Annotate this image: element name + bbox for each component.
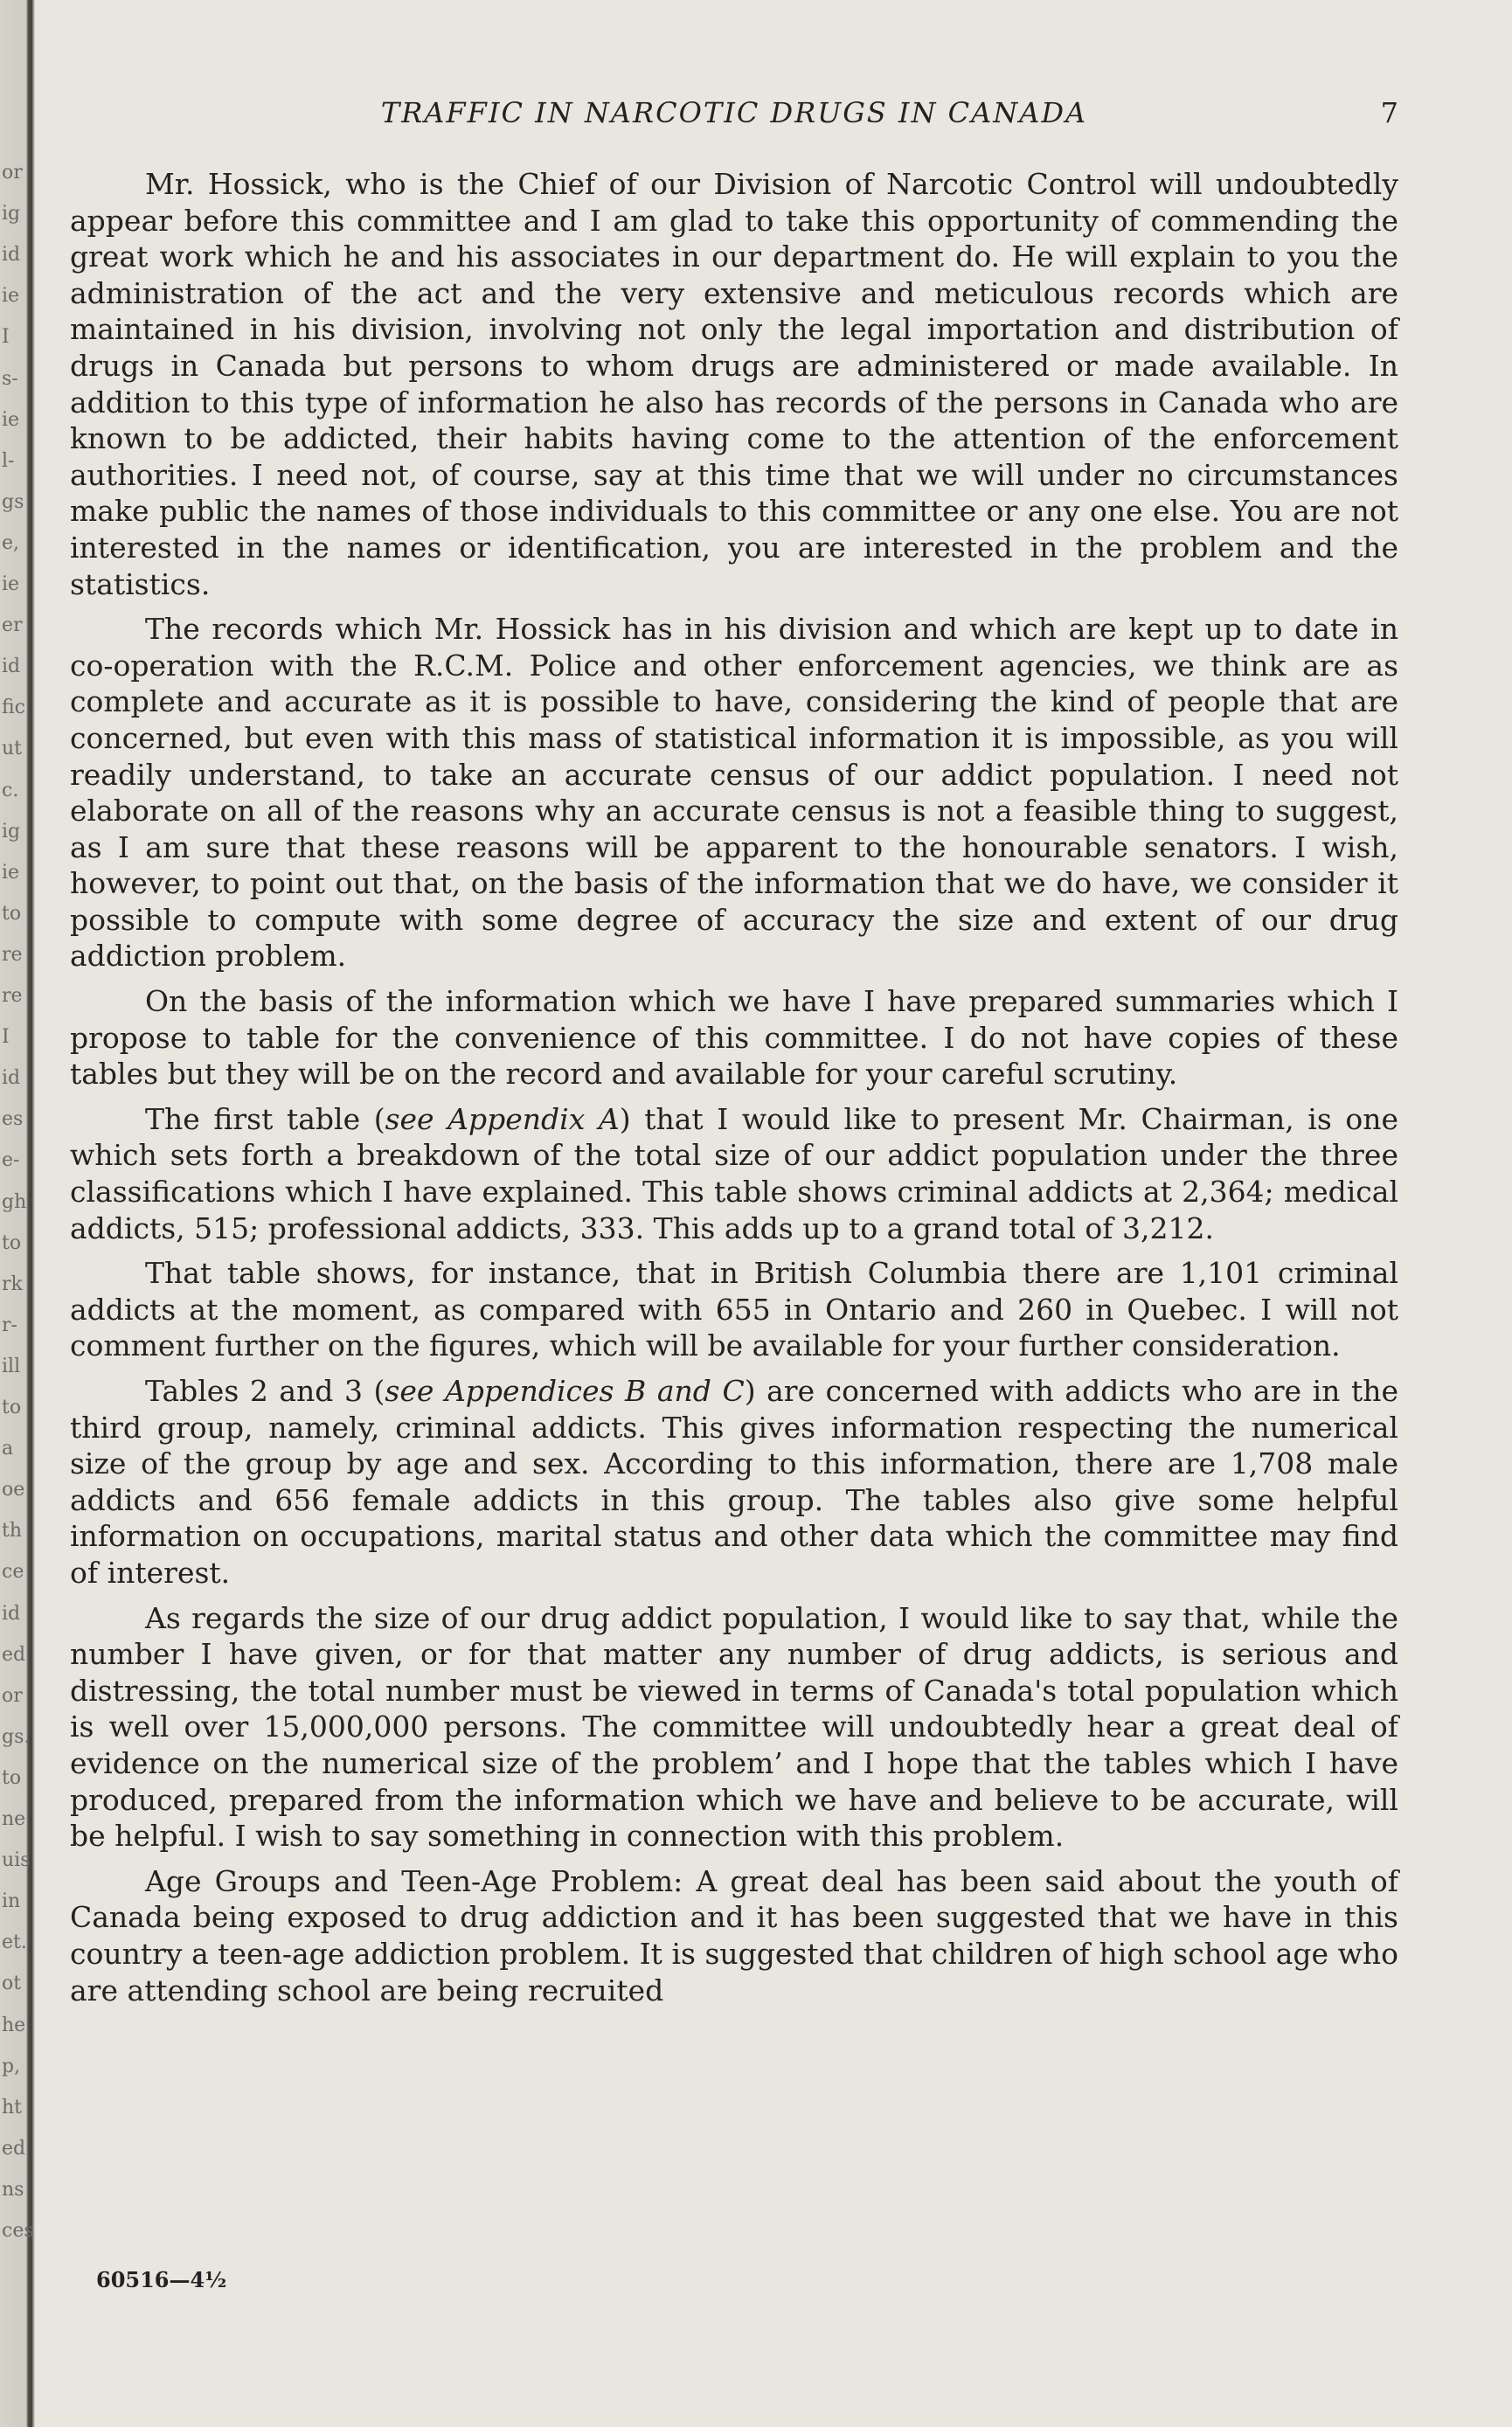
bleed-fragment: ne — [2, 1808, 26, 1830]
paragraph-text: The first table ( — [145, 1101, 385, 1136]
bleed-fragment: ill — [2, 1355, 21, 1377]
paragraph — [70, 1255, 1398, 1364]
italic-reference: see Appendices B and C — [385, 1374, 745, 1408]
paragraph-text: ) are concerned with addicts who are in the third group, namely, criminal addicts. This gives information respecting the numerical size of the group by age and sex. According to this information, there are 1,708 male addicts and 656 female addicts in this group. The tables also give some helpful information on occupations, marital status and other data which the committee may find of interest. — [70, 1374, 1398, 1590]
paragraph — [70, 611, 1398, 974]
bleed-fragment: id — [2, 655, 21, 678]
bleed-fragment: re — [2, 985, 23, 1007]
bleed-fragment: ig — [2, 820, 21, 843]
bleed-fragment: id — [2, 1067, 21, 1090]
paragraph — [70, 1101, 1398, 1246]
bleed-fragment: e, — [2, 531, 20, 554]
bleed-fragment: in — [2, 1890, 21, 1913]
bleed-fragment: I — [2, 1026, 10, 1049]
running-header — [70, 87, 1398, 140]
bleed-fragment: id — [2, 1602, 21, 1625]
paragraph-text: ) that I would like to present Mr. Chairman, is one which sets forth a breakdown of the total size of our addict population under the three classifications which I have explained. This table shows criminal addicts at 2,364; medical addicts, 515; professional addicts, 333. This adds up to a grand total of 3,212. — [70, 1101, 1399, 1245]
bleed-fragment: ns — [2, 2178, 24, 2201]
bleed-fragment: gs — [2, 490, 24, 513]
bleed-fragment: or — [2, 1684, 23, 1707]
paragraph-text: That table shows, for instance, that in British Columbia there are 1,101 criminal addicts at the moment, as compared with 655 in Ontario and 260 in Quebec. I will not comment further on the figures, which will be available for your further consideration. — [70, 1256, 1398, 1363]
bleed-fragment: id — [2, 244, 21, 267]
bleed-fragment: ed — [2, 2137, 26, 2160]
paragraph — [70, 166, 1398, 602]
bleed-fragment: oe — [2, 1479, 25, 1501]
signature-mark: 60516—4½ — [96, 2267, 227, 2292]
paragraph-text: Tables 2 and 3 ( — [145, 1374, 385, 1408]
paragraph-text: Age Groups and Teen-Age Problem: A great deal has been said about the youth of Canada being exposed to drug addiction and it has been suggested that we have in this country a teen-age addiction problem. It is suggested that children of high school age who are attending school are being recruited — [70, 1863, 1398, 2007]
bleed-fragment: to — [2, 902, 22, 925]
paragraph-text: The records which Mr. Hossick has in his division and which are kept up to date in co-operation with the R.C.M. Police and other enforcement agencies, we think are as complete and accurate as it is possible to have, considering the kind of people that are concerned, but even with this mass of statistical information it is impossible, as you will readily understand, to take an accurate census of our addict population. I need not elaborate on all of the reasons why an accurate census is not a feasible thing to suggest, as I am sure that these reasons will be apparent to the honourable senators. I wish, however, to point out that, on the basis of the information that we do have, we consider it possible to compute with some degree of accuracy the size and extent of our drug addiction problem. — [70, 612, 1398, 974]
bleed-fragment: ie — [2, 861, 20, 884]
body-text — [70, 166, 1398, 2017]
bleed-fragment: ce — [2, 1561, 24, 1584]
bleed-fragment: ces — [2, 2220, 34, 2242]
bleed-fragment: e- — [2, 1149, 20, 1172]
bleed-fragment: he — [2, 2014, 26, 2036]
bleed-fragment: es — [2, 1108, 24, 1131]
paragraph — [70, 1600, 1398, 1855]
bleed-fragment: er — [2, 614, 23, 637]
bleed-fragment: ie — [2, 285, 20, 308]
bleed-fragment: re — [2, 943, 23, 966]
bleed-fragment: to — [2, 1397, 22, 1418]
paragraph — [70, 1863, 1398, 2008]
bleed-fragment: to — [2, 1231, 22, 1254]
bleed-fragment: ie — [2, 408, 20, 431]
paragraph — [70, 983, 1398, 1092]
bleed-fragment: uis — [2, 1849, 31, 1872]
bleed-fragment: s- — [2, 367, 18, 390]
bleed-fragment: ed — [2, 1643, 26, 1666]
bleed-fragment: ut — [2, 738, 23, 760]
italic-reference: see Appendix A — [385, 1101, 620, 1136]
bleed-fragment: I — [2, 326, 10, 349]
bleed-fragment: l- — [2, 449, 15, 472]
bleed-fragment: gh — [2, 1190, 27, 1213]
bleed-fragment: to — [2, 1766, 22, 1789]
bleed-fragment: ot — [2, 1973, 22, 1995]
page-number: 7 — [1380, 96, 1398, 129]
bleed-fragment: et. — [2, 1931, 27, 1954]
bleed-fragment: c. — [2, 779, 19, 801]
margin-bleed-fragments — [0, 0, 34, 2427]
bleed-fragment: gs. — [2, 1725, 31, 1748]
bleed-fragment: fic — [2, 697, 25, 719]
running-title: TRAFFIC IN NARCOTIC DRUGS IN CANADA — [380, 96, 1088, 129]
paragraph — [70, 1373, 1398, 1591]
bleed-fragment: ie — [2, 573, 20, 595]
bleed-fragment: p, — [2, 2055, 21, 2077]
paragraph-text: Mr. Hossick, who is the Chief of our Division of Narcotic Control will undoubtedly appear before this committee and I am glad to take this opportunity of commending the great work which he and his associates in our department do. He will explain to you the administration of the act and the very extensive and meticulous records which are maintained in his division, involving not only the legal importation and distribution of drugs in Canada but persons to whom drugs are administered or made available. In addition to this type of information he also has records of the persons in Canada who are known to be addicted, their habits having come to the attention of the enforcement authorities. I need not, of course, say at this time that we will under no circumstances make public the names of those individuals to this committee or any one else. You are not interested in the names or identification, you are interested in the problem and the statistics. — [70, 167, 1398, 601]
bleed-fragment: rk — [2, 1272, 23, 1295]
bleed-fragment: or — [2, 162, 23, 184]
paragraph-text: As regards the size of our drug addict population, I would like to say that, while the number I have given, or for that matter any number of drug addicts, is serious and distressing, the total number must be viewed in terms of Canada's total population which is well over 15,000,000 persons. The committee will undoubtedly hear a great deal of evidence on the numerical size of the problem’ and I hope that the tables which I have produced, prepared from the information which we have and believe to be accurate, will be helpful. I wish to say something in connection with this problem. — [70, 1600, 1398, 1854]
bleed-fragment: a — [2, 1438, 14, 1460]
paragraph-text: On the basis of the information which we have I have prepared summaries which I propose to table for the convenience of this committee. I do not have copies of these tables but they will be on the record and available for your careful scrutiny. — [70, 984, 1398, 1092]
bleed-fragment: r- — [2, 1314, 17, 1336]
bleed-fragment: ig — [2, 203, 21, 225]
bleed-fragment: th — [2, 1520, 23, 1543]
bleed-fragment: ht — [2, 2096, 23, 2118]
